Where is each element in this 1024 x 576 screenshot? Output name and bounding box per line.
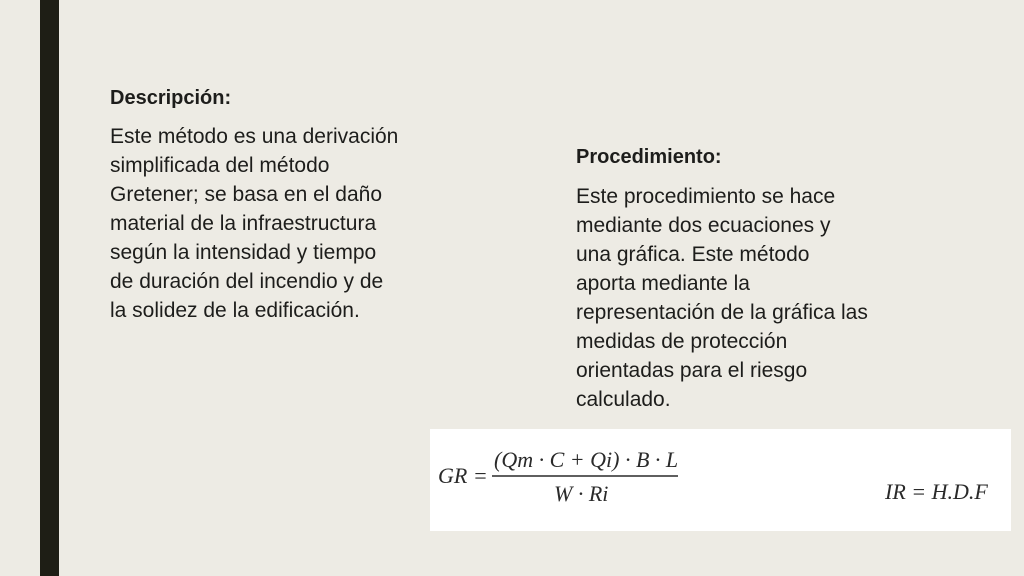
procedimiento-line: orientadas para el riesgo: [576, 359, 808, 382]
descripcion-paragraph: [110, 122, 480, 325]
procedimiento-line: Este procedimiento se hace: [576, 185, 836, 208]
gr-numerator: (Qm · C + Qi) · B · L: [494, 447, 679, 472]
descripcion-line: material de la infraestructura: [110, 212, 377, 235]
descripcion-line: de duración del incendio y de: [110, 270, 384, 293]
procedimiento-line: aporta mediante la: [576, 272, 750, 295]
formula-svg: [430, 429, 1011, 531]
descripcion-line: Gretener; se basa en el daño: [110, 183, 383, 206]
formula-image: [430, 429, 1011, 531]
gr-lhs: GR =: [438, 463, 488, 488]
procedimiento-heading: Procedimiento:: [576, 146, 722, 168]
descripcion-line: la solidez de la edificación.: [110, 299, 360, 322]
descripcion-line: Este método es una derivación: [110, 125, 399, 148]
descripcion-heading: Descripción:: [110, 87, 232, 109]
descripcion-line: según la intensidad y tiempo: [110, 241, 377, 264]
procedimiento-section: [576, 145, 956, 414]
procedimiento-line: mediante dos ecuaciones y: [576, 214, 831, 237]
left-accent-bar: [40, 0, 59, 576]
procedimiento-line: medidas de protección: [576, 330, 788, 353]
procedimiento-line: calculado.: [576, 388, 671, 411]
procedimiento-line: representación de la gráfica las: [576, 301, 868, 324]
procedimiento-paragraph: [576, 182, 946, 414]
descripcion-line: simplificada del método: [110, 154, 330, 177]
procedimiento-line: una gráfica. Este método: [576, 243, 810, 266]
gr-denominator: W · Ri: [554, 481, 609, 506]
descripcion-section: [110, 86, 490, 325]
ir-formula: IR = H.D.F: [885, 479, 988, 504]
